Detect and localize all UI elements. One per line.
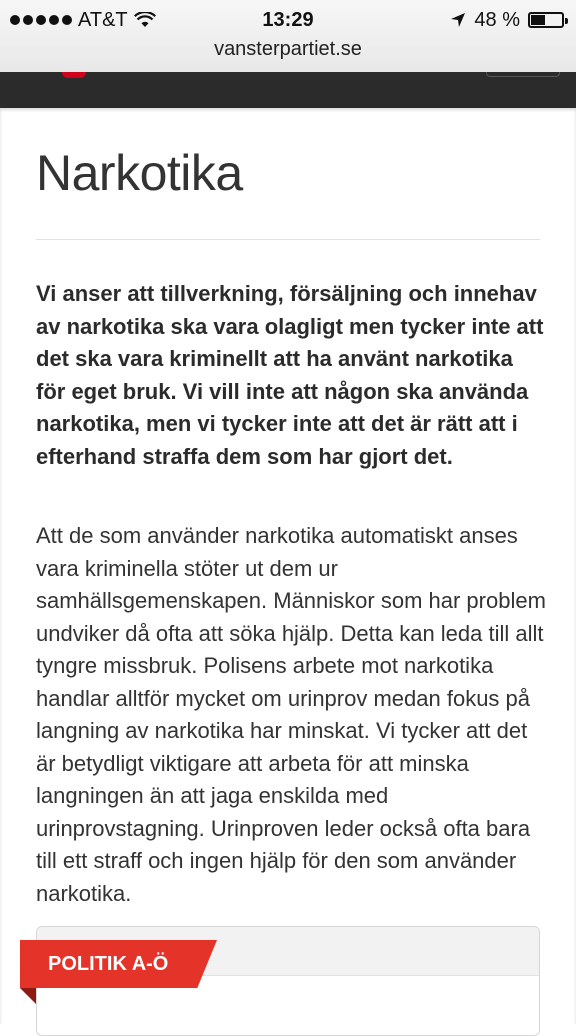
ribbon-fold	[20, 988, 36, 1004]
ios-status-bar	[0, 0, 576, 73]
site-header	[0, 72, 576, 108]
page-content	[0, 108, 576, 1024]
article-lead: Vi anser att tillverkning, försäljning och innehav av narkotika ska vara olagligt men tycker inte att det ska vara kriminellt att ha använt narkotika för eget bruk. Vi vill inte att någon ska använda narkotika, men vi tycker inte att det är rätt att i efterhand straffa dem som har gjort det.	[36, 281, 544, 469]
clock: 13:29	[262, 9, 314, 31]
ribbon-label: POLITIK A-Ö	[48, 953, 169, 975]
battery-icon	[528, 12, 564, 28]
location-arrow-icon	[450, 12, 466, 28]
title-divider	[36, 239, 540, 240]
site-logo[interactable]	[62, 72, 86, 78]
address-bar-url[interactable]: vansterpartiet.se	[214, 38, 362, 60]
menu-button[interactable]	[486, 72, 560, 77]
page-title: Narkotika	[36, 145, 243, 201]
battery-percentage: 48 %	[474, 8, 520, 31]
carrier-label: AT&T	[78, 8, 128, 31]
article-body: Att de som använder narkotika automatiskt anses vara kriminella stöter ut dem ur samhällsgemenskapen. Människor som har problem undviker då ofta att söka hjälp. Detta kan leda till allt tyngre missbruk. Polisens arbete mot narkotika handlar alltför mycket om urinprov medan fokus på langning av narkotika har minskat. Vi tycker att det är betydligt viktigare att arbeta för att minska langningen än att jaga enskilda med urinprovstagning. Urinproven leder också ofta bara till ett straff och ingen hjälp för den som använder narkotika.	[36, 523, 546, 906]
